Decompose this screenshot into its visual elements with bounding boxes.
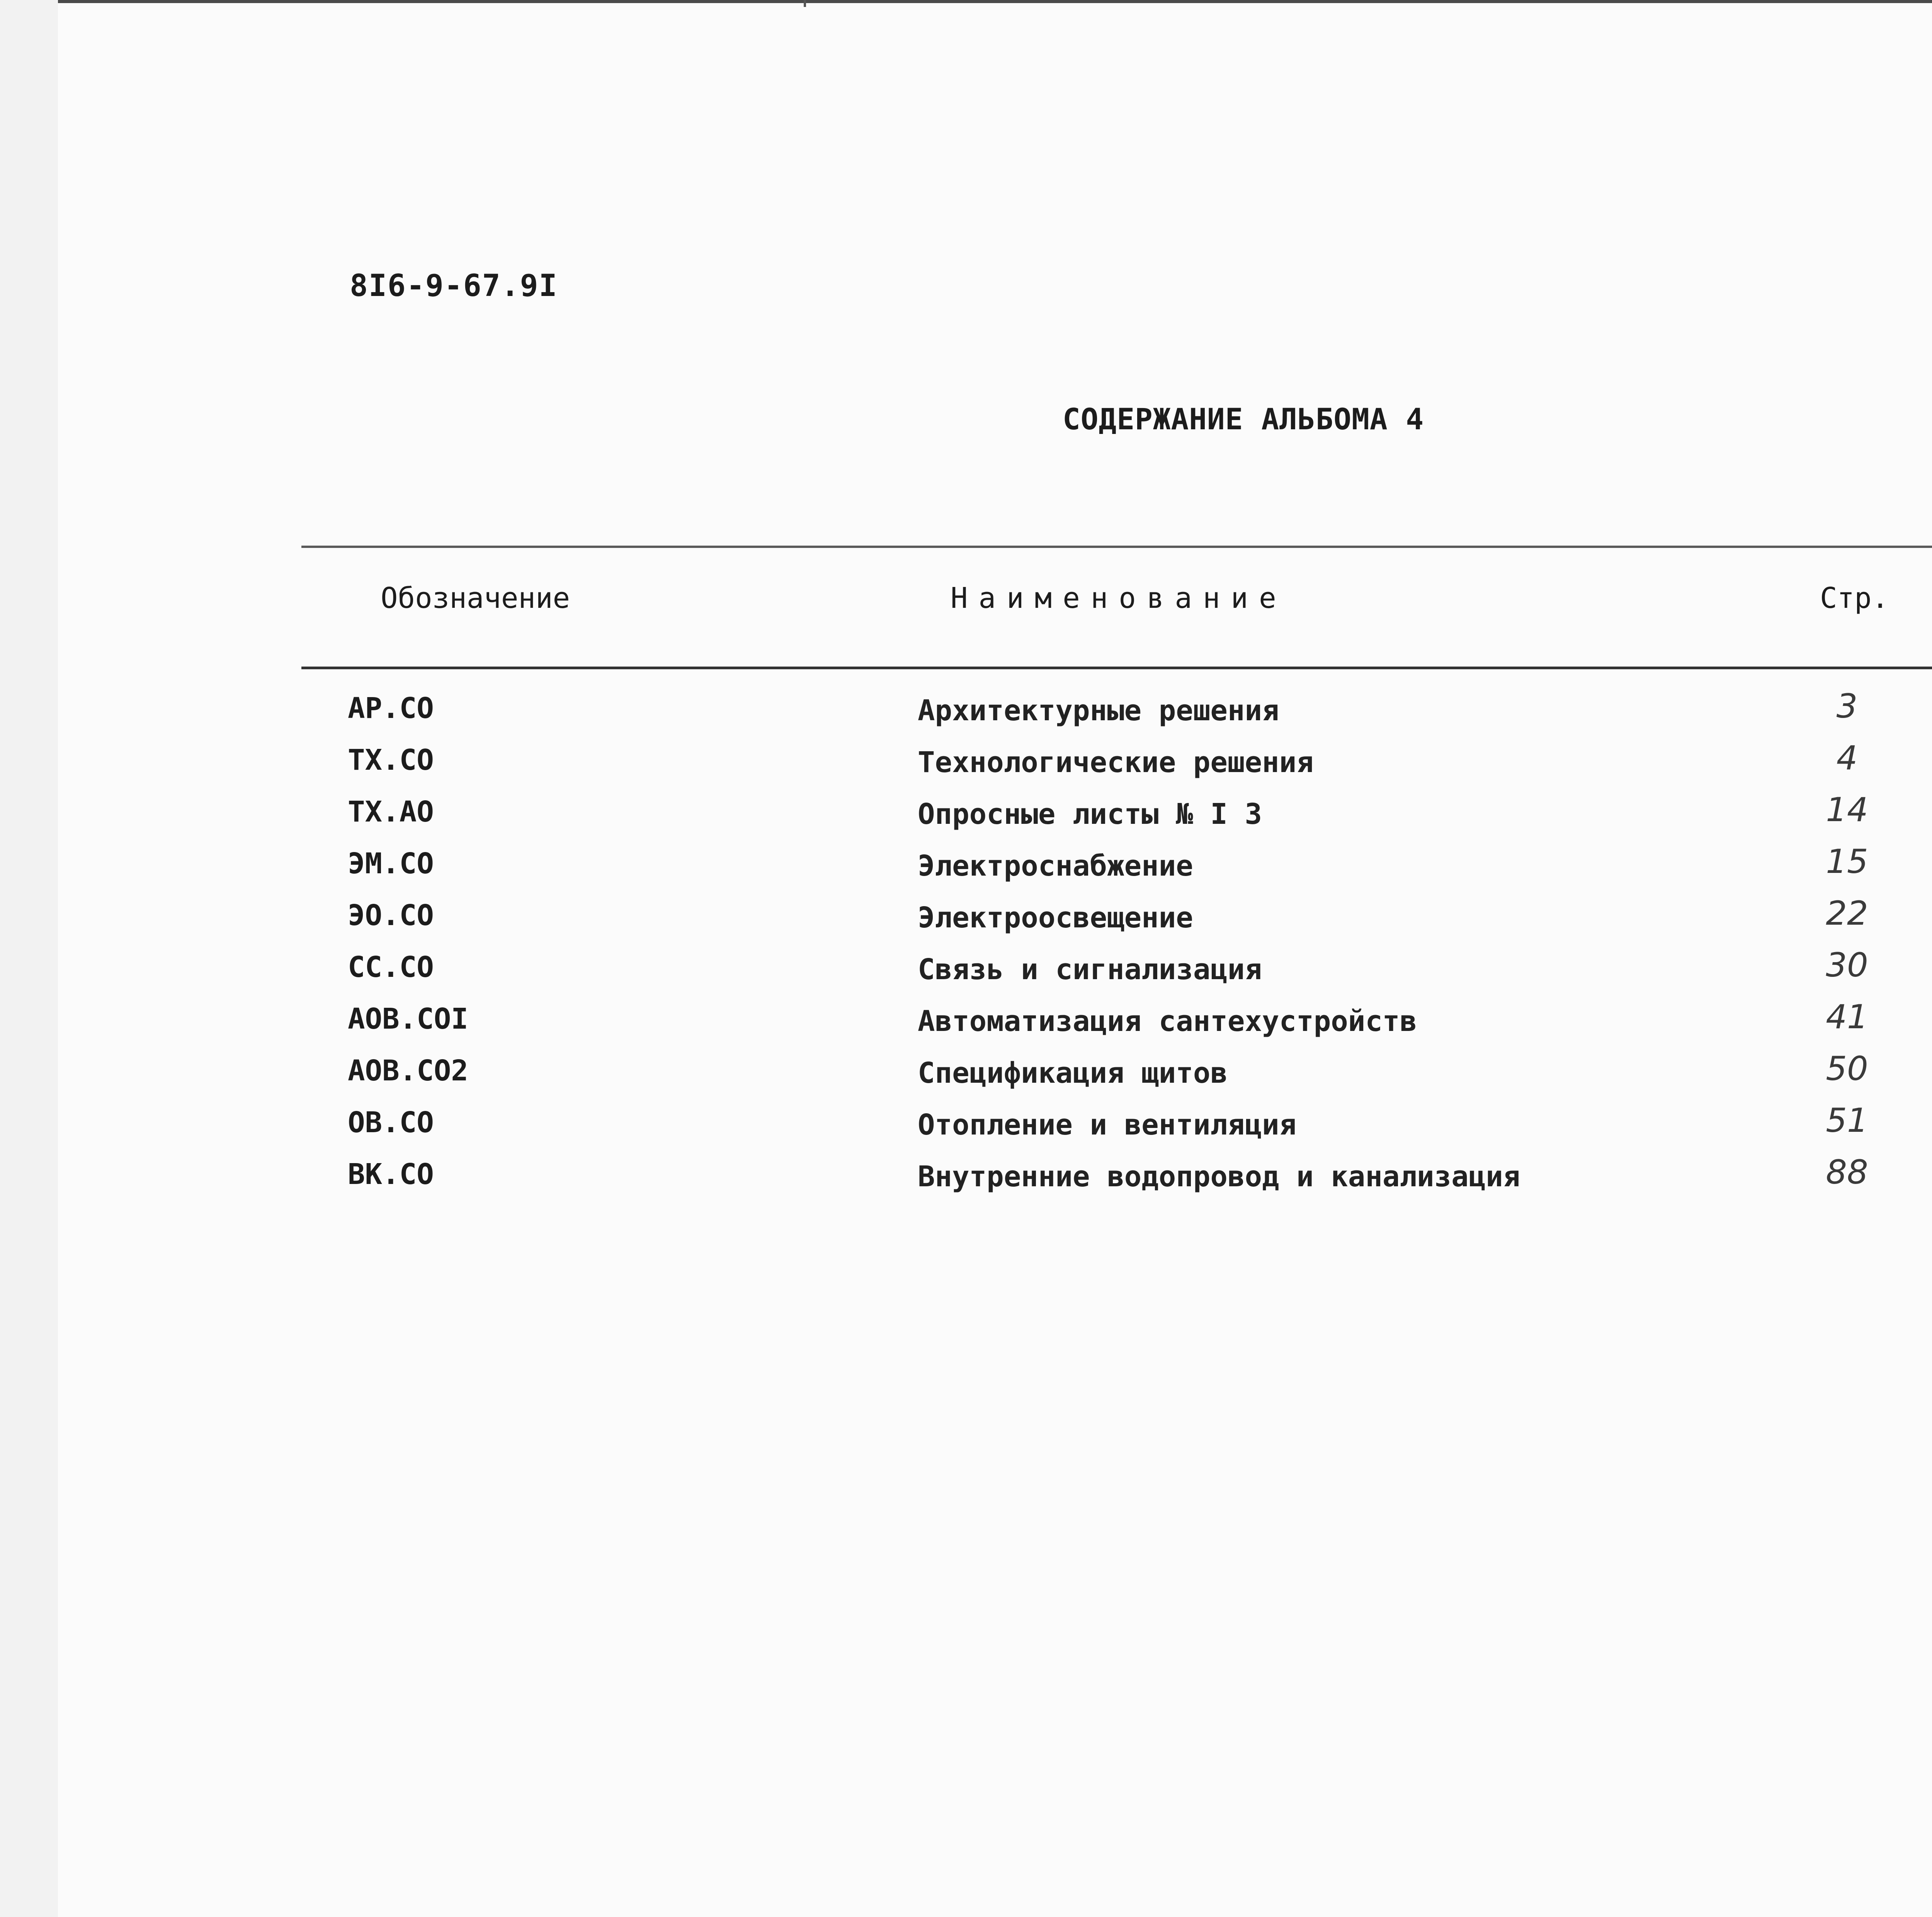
row-page: 22 (1826, 894, 1868, 933)
table-header-rule (301, 667, 1932, 669)
table-row (0, 791, 1932, 847)
row-page: 3 (1836, 687, 1858, 726)
table-row (0, 998, 1932, 1054)
row-page: 50 (1826, 1050, 1868, 1088)
row-code: ЭМ.СО (348, 847, 434, 880)
contents-table (0, 687, 1932, 1209)
row-name: Спецификация щитов (918, 1056, 1228, 1090)
row-name: Связь и сигнализация (918, 953, 1262, 986)
row-page: 14 (1826, 791, 1868, 829)
table-row (0, 1153, 1932, 1209)
row-code: АОВ.СОI (348, 1002, 468, 1036)
row-code: ТХ.АО (348, 795, 434, 828)
row-page: 88 (1826, 1153, 1868, 1192)
page-title: СОДЕРЖАНИЕ АЛЬБОМА 4 (1063, 402, 1424, 436)
row-code: СС.СО (348, 951, 434, 984)
row-page: 4 (1836, 739, 1858, 777)
row-code: АР.СО (348, 692, 434, 725)
table-row (0, 1050, 1932, 1106)
row-code: ОВ.СО (348, 1106, 434, 1139)
table-row (0, 842, 1932, 899)
row-code: ТХ.СО (348, 743, 434, 777)
row-code: АОВ.СО2 (348, 1054, 468, 1087)
table-row (0, 739, 1932, 795)
row-name: Электроосвещение (918, 901, 1193, 934)
row-name: Опросные листы № I 3 (918, 798, 1262, 831)
table-row (0, 946, 1932, 1002)
top-border-line (58, 0, 1932, 3)
row-name: Электроснабжение (918, 849, 1193, 883)
row-name: Отопление и вентиляция (918, 1108, 1297, 1141)
document-code: 8I6-9-67.9I (350, 269, 558, 303)
row-name: Архитектурные решения (918, 694, 1279, 727)
row-name: Технологические решения (918, 746, 1314, 779)
column-header-name: Наименование (951, 582, 1287, 615)
table-top-rule (301, 546, 1932, 548)
row-page: 15 (1826, 842, 1868, 881)
row-page: 30 (1826, 946, 1868, 985)
top-border-tick (804, 0, 806, 7)
row-name: Автоматизация сантехустройств (918, 1005, 1417, 1038)
column-header-code: Обозначение (381, 582, 570, 615)
table-row (0, 687, 1932, 743)
row-code: ВК.СО (348, 1158, 434, 1191)
row-page: 51 (1826, 1101, 1868, 1140)
row-page: 41 (1826, 998, 1868, 1036)
table-row (0, 894, 1932, 951)
table-row (0, 1101, 1932, 1158)
column-header-page: Стр. (1820, 582, 1889, 615)
row-code: ЭО.СО (348, 899, 434, 932)
row-name: Внутренние водопровод и канализация (918, 1160, 1520, 1193)
